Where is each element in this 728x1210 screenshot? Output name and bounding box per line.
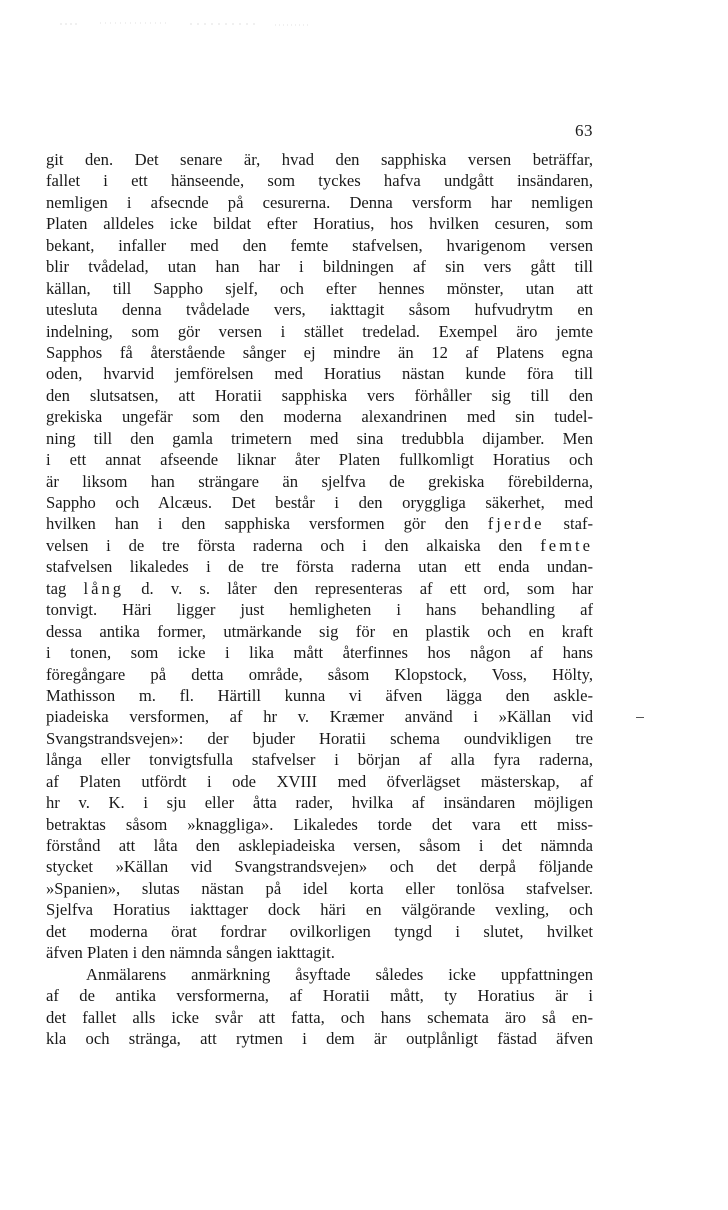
- text-line: kla och stränga, att rytmen i dem är outplånligt fästad äfven: [46, 1028, 593, 1048]
- text-line: källan, till Sappho sjelf, och efter hennes mönster, utan att: [46, 278, 593, 298]
- page-number: 63: [575, 121, 593, 140]
- text-segment: staf-: [544, 514, 593, 534]
- emphasized-word: lång: [83, 578, 125, 598]
- text-line: Sjelfva Horatius iakttager dock häri en välgörande vexling, och: [46, 900, 593, 920]
- text-segment: velsen i de tre första raderna och i den alkaiska den: [46, 535, 541, 555]
- text-line: ning till den gamla trimetern med sina tredubbla dijamber. Men: [46, 428, 593, 448]
- text-line: långa eller tonvigtsfulla stafvelser i början af alla fyra raderna,: [46, 750, 593, 770]
- text-line: [46, 578, 593, 599]
- text-line: af de antika versformerna, af Horatii mått, ty Horatius är i: [46, 986, 593, 1006]
- text-line: blir tvådelad, utan han har i bildningen af sin vers gått till: [46, 257, 593, 277]
- scan-artifact: [40, 14, 340, 20]
- text-line: det moderna örat fordrar ovilkorligen tyngd i slutet, hvilket: [46, 921, 593, 941]
- text-segment: tag: [46, 578, 84, 598]
- text-line: föregångare på detta område, såsom Klopstock, Voss, Hölty,: [46, 664, 593, 684]
- text-line: Sappho och Alcæus. Det består i den oryggliga säkerhet, med: [46, 493, 593, 512]
- text-line: [46, 535, 593, 556]
- text-line: grekiska ungefär som den moderna alexandrinen med sin tudel-: [46, 407, 593, 427]
- text-line: utesluta denna tvådelade vers, iakttagit såsom hufvudrytm en: [46, 300, 593, 320]
- text-line: betraktas såsom »knaggliga». Likaledes torde det vara ett miss-: [46, 814, 593, 834]
- text-line: i tonen, som icke i lika mått återfinnes hos någon af hans: [46, 643, 593, 663]
- text-line: den slutsatsen, att Horatii sapphiska vers förhåller sig till den: [46, 385, 593, 405]
- text-line: Svangstrandsvejen»: der bjuder Horatii schema oundvikligen tre: [46, 728, 593, 748]
- text-line: [46, 513, 593, 534]
- text-segment: d. v. s. låter den representeras af ett ord, som har: [124, 578, 594, 598]
- text-line: Mathisson m. fl. Härtill kunna vi äfven lägga den askle-: [46, 685, 593, 705]
- text-line: nemligen i afsecnde på cesurerna. Denna versform har nemligen: [46, 192, 593, 212]
- text-line: tonvigt. Häri ligger just hemligheten i hans behandling af: [46, 600, 593, 620]
- emphasized-word: fjerde: [487, 514, 545, 534]
- text-line: Anmälarens anmärkning åsyftade således icke uppfattningen: [86, 964, 593, 984]
- text-line: fallet i ett hänseende, som tyckes hafva undgått insändaren,: [46, 171, 593, 191]
- margin-mark: [636, 717, 644, 718]
- text-line: »Spanien», slutas nästan på idel korta eller tonlösa stafvelser.: [46, 878, 593, 898]
- body-text: [46, 149, 593, 1049]
- text-line: indelning, som gör versen i stället tredelad. Exempel äro jemte: [46, 321, 593, 341]
- text-line: bekant, infaller med den femte stafvelsen, hvarigenom versen: [46, 235, 593, 255]
- emphasized-word: femte: [540, 535, 593, 555]
- text-line: stafvelsen likaledes i de tre första raderna utan ett enda undan-: [46, 557, 593, 577]
- text-line: Platen alldeles icke bildat efter Horatius, hos hvilken cesuren, som: [46, 214, 593, 234]
- text-line: stycket »Källan vid Svangstrandsvejen» och det derpå följande: [46, 857, 593, 877]
- text-line: git den. Det senare är, hvad den sapphiska versen beträffar,: [46, 150, 593, 169]
- text-line: förstånd att låta den asklepiadeiska versen, såsom i det nämnda: [46, 836, 593, 855]
- text-line: det fallet alls icke svår att fatta, och hans schemata äro så en-: [46, 1007, 593, 1027]
- text-line: är liksom han strängare än sjelfva de grekiska förebilderna,: [46, 471, 593, 491]
- text-line: oden, hvarvid jemförelsen med Horatius nästan kunde föra till: [46, 364, 593, 384]
- text-line: hr v. K. i sju eller åtta rader, hvilka af insändaren möjligen: [46, 793, 593, 813]
- text-segment: hvilken han i den sapphiska versformen gör den: [46, 514, 488, 534]
- text-line: Sapphos få återstående sånger ej mindre än 12 af Platens egna: [46, 342, 593, 362]
- text-line: af Platen utfördt i ode XVIII med öfverlägset mästerskap, af: [46, 771, 593, 791]
- text-line: piadeiska versformen, af hr v. Kræmer använd i »Källan vid: [46, 707, 593, 727]
- text-line: äfven Platen i den nämnda sången iakttagit.: [46, 943, 335, 963]
- text-line: dessa antika former, utmärkande sig för en plastik och en kraft: [46, 621, 593, 641]
- text-line: i ett annat afseende liknar åter Platen fullkomligt Horatius och: [46, 450, 593, 470]
